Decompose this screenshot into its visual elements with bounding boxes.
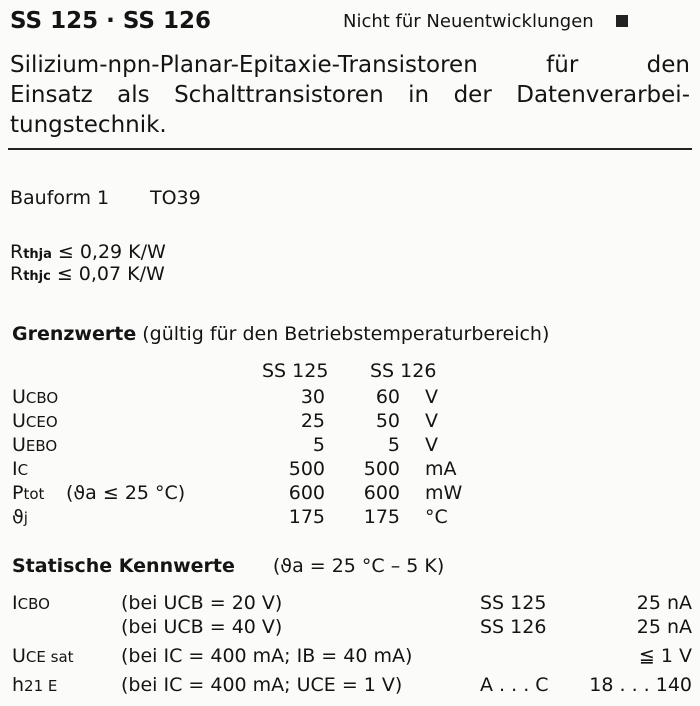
static-value: ≦ 1 V (638, 645, 692, 667)
thermal-rel: ≤ (57, 241, 74, 263)
subscript: CEO (25, 413, 58, 431)
subscript: CBO (17, 595, 50, 613)
thermal-rel: ≤ (56, 263, 73, 285)
limits-value-ss126: 50 (375, 410, 400, 432)
limits-subtitle: (gültig für den Betriebstemperaturbereich) (142, 323, 550, 345)
limits-symbol (12, 460, 28, 479)
column-header: SS 125 (262, 360, 329, 382)
limits-title: Grenzwerte (12, 323, 137, 345)
subscript: CE sat (25, 648, 74, 666)
limits-value-ss126: 5 (387, 434, 400, 456)
static-value: 25 nA (636, 616, 692, 638)
symbol: U (12, 645, 26, 667)
static-condition: (bei UCB = 20 V) (121, 592, 283, 614)
description-line: Einsatz als Schalttransistoren in der Datenverarbei- (10, 82, 690, 108)
symbol: P (12, 482, 24, 504)
symbol: U (12, 410, 26, 432)
limits-unit: V (425, 434, 438, 456)
static-heading (12, 557, 444, 576)
limits-unit: V (425, 410, 438, 432)
divider (8, 148, 692, 150)
subscript: 21 E (24, 677, 58, 695)
thermal-sym: R (10, 241, 24, 263)
thermal-value: 0,07 K/W (78, 263, 165, 285)
subscript: tot (23, 485, 45, 503)
thermal-value: 0,29 K/W (79, 241, 166, 263)
thermal-sub: thja (23, 247, 52, 262)
static-subtitle: (ϑa = 25 °C – 5 K) (272, 555, 445, 577)
limits-unit: V (425, 386, 438, 408)
thermal-sym: R (10, 263, 24, 285)
thermal-row (10, 243, 166, 262)
description-line: tungstechnik. (10, 112, 167, 138)
static-symbol (12, 647, 74, 666)
subscript: CBO (25, 389, 59, 407)
limits-unit: mW (425, 482, 463, 504)
static-condition: (bei IC = 400 mA; IB = 40 mA) (121, 645, 413, 667)
static-type: SS 126 (480, 616, 547, 638)
static-type: A . . . C (480, 674, 549, 696)
note-text: Nicht für Neuentwicklungen (343, 11, 594, 32)
square-bullet-icon (616, 15, 628, 27)
static-value: 25 nA (636, 592, 692, 614)
limits-value-ss126: 60 (375, 386, 400, 408)
subscript: C (17, 461, 29, 479)
limits-value-ss125: 25 (300, 410, 325, 432)
limits-symbol (12, 412, 58, 431)
limits-unit: °C (425, 506, 448, 528)
subscript: EBO (25, 437, 58, 455)
limits-value-ss126: 175 (363, 506, 400, 528)
limits-value-ss125: 5 (312, 434, 325, 456)
limits-value-ss125: 175 (288, 506, 325, 528)
symbol: U (12, 386, 26, 408)
symbol: ϑ (12, 506, 24, 528)
package-label: Bauform 1 (10, 187, 110, 209)
limits-symbol (12, 484, 44, 503)
symbol: U (12, 434, 26, 456)
limits-symbol (12, 436, 57, 455)
description-line: Silizium-npn-Planar-Epitaxie-Transistoren für den (10, 52, 690, 78)
static-condition: (bei UCB = 40 V) (121, 616, 283, 638)
column-header: SS 126 (370, 360, 437, 382)
limits-condition: (ϑa ≤ 25 °C) (66, 482, 186, 504)
static-value: 18 . . . 140 (589, 674, 692, 696)
symbol: I (12, 458, 18, 480)
static-condition: (bei IC = 400 mA; UCE = 1 V) (121, 674, 403, 696)
page-title: SS 125 · SS 126 (10, 8, 211, 34)
static-symbol (12, 676, 57, 695)
limits-value-ss125: 500 (288, 458, 325, 480)
limits-symbol (12, 508, 28, 527)
package-value: TO39 (150, 187, 201, 209)
symbol: h (12, 674, 25, 696)
static-title: Statische Kennwerte (12, 555, 235, 577)
status-note (343, 13, 628, 31)
limits-unit: mA (425, 458, 457, 480)
limits-value-ss126: 500 (363, 458, 400, 480)
limits-value-ss125: 30 (300, 386, 325, 408)
limits-heading (12, 325, 549, 344)
limits-value-ss126: 600 (363, 482, 400, 504)
limits-symbol (12, 388, 58, 407)
thermal-row (10, 265, 165, 284)
thermal-sub: thjc (23, 269, 51, 284)
symbol: I (12, 592, 18, 614)
static-type: SS 125 (480, 592, 547, 614)
static-symbol (12, 594, 50, 613)
subscript: j (23, 509, 28, 527)
limits-value-ss125: 600 (288, 482, 325, 504)
